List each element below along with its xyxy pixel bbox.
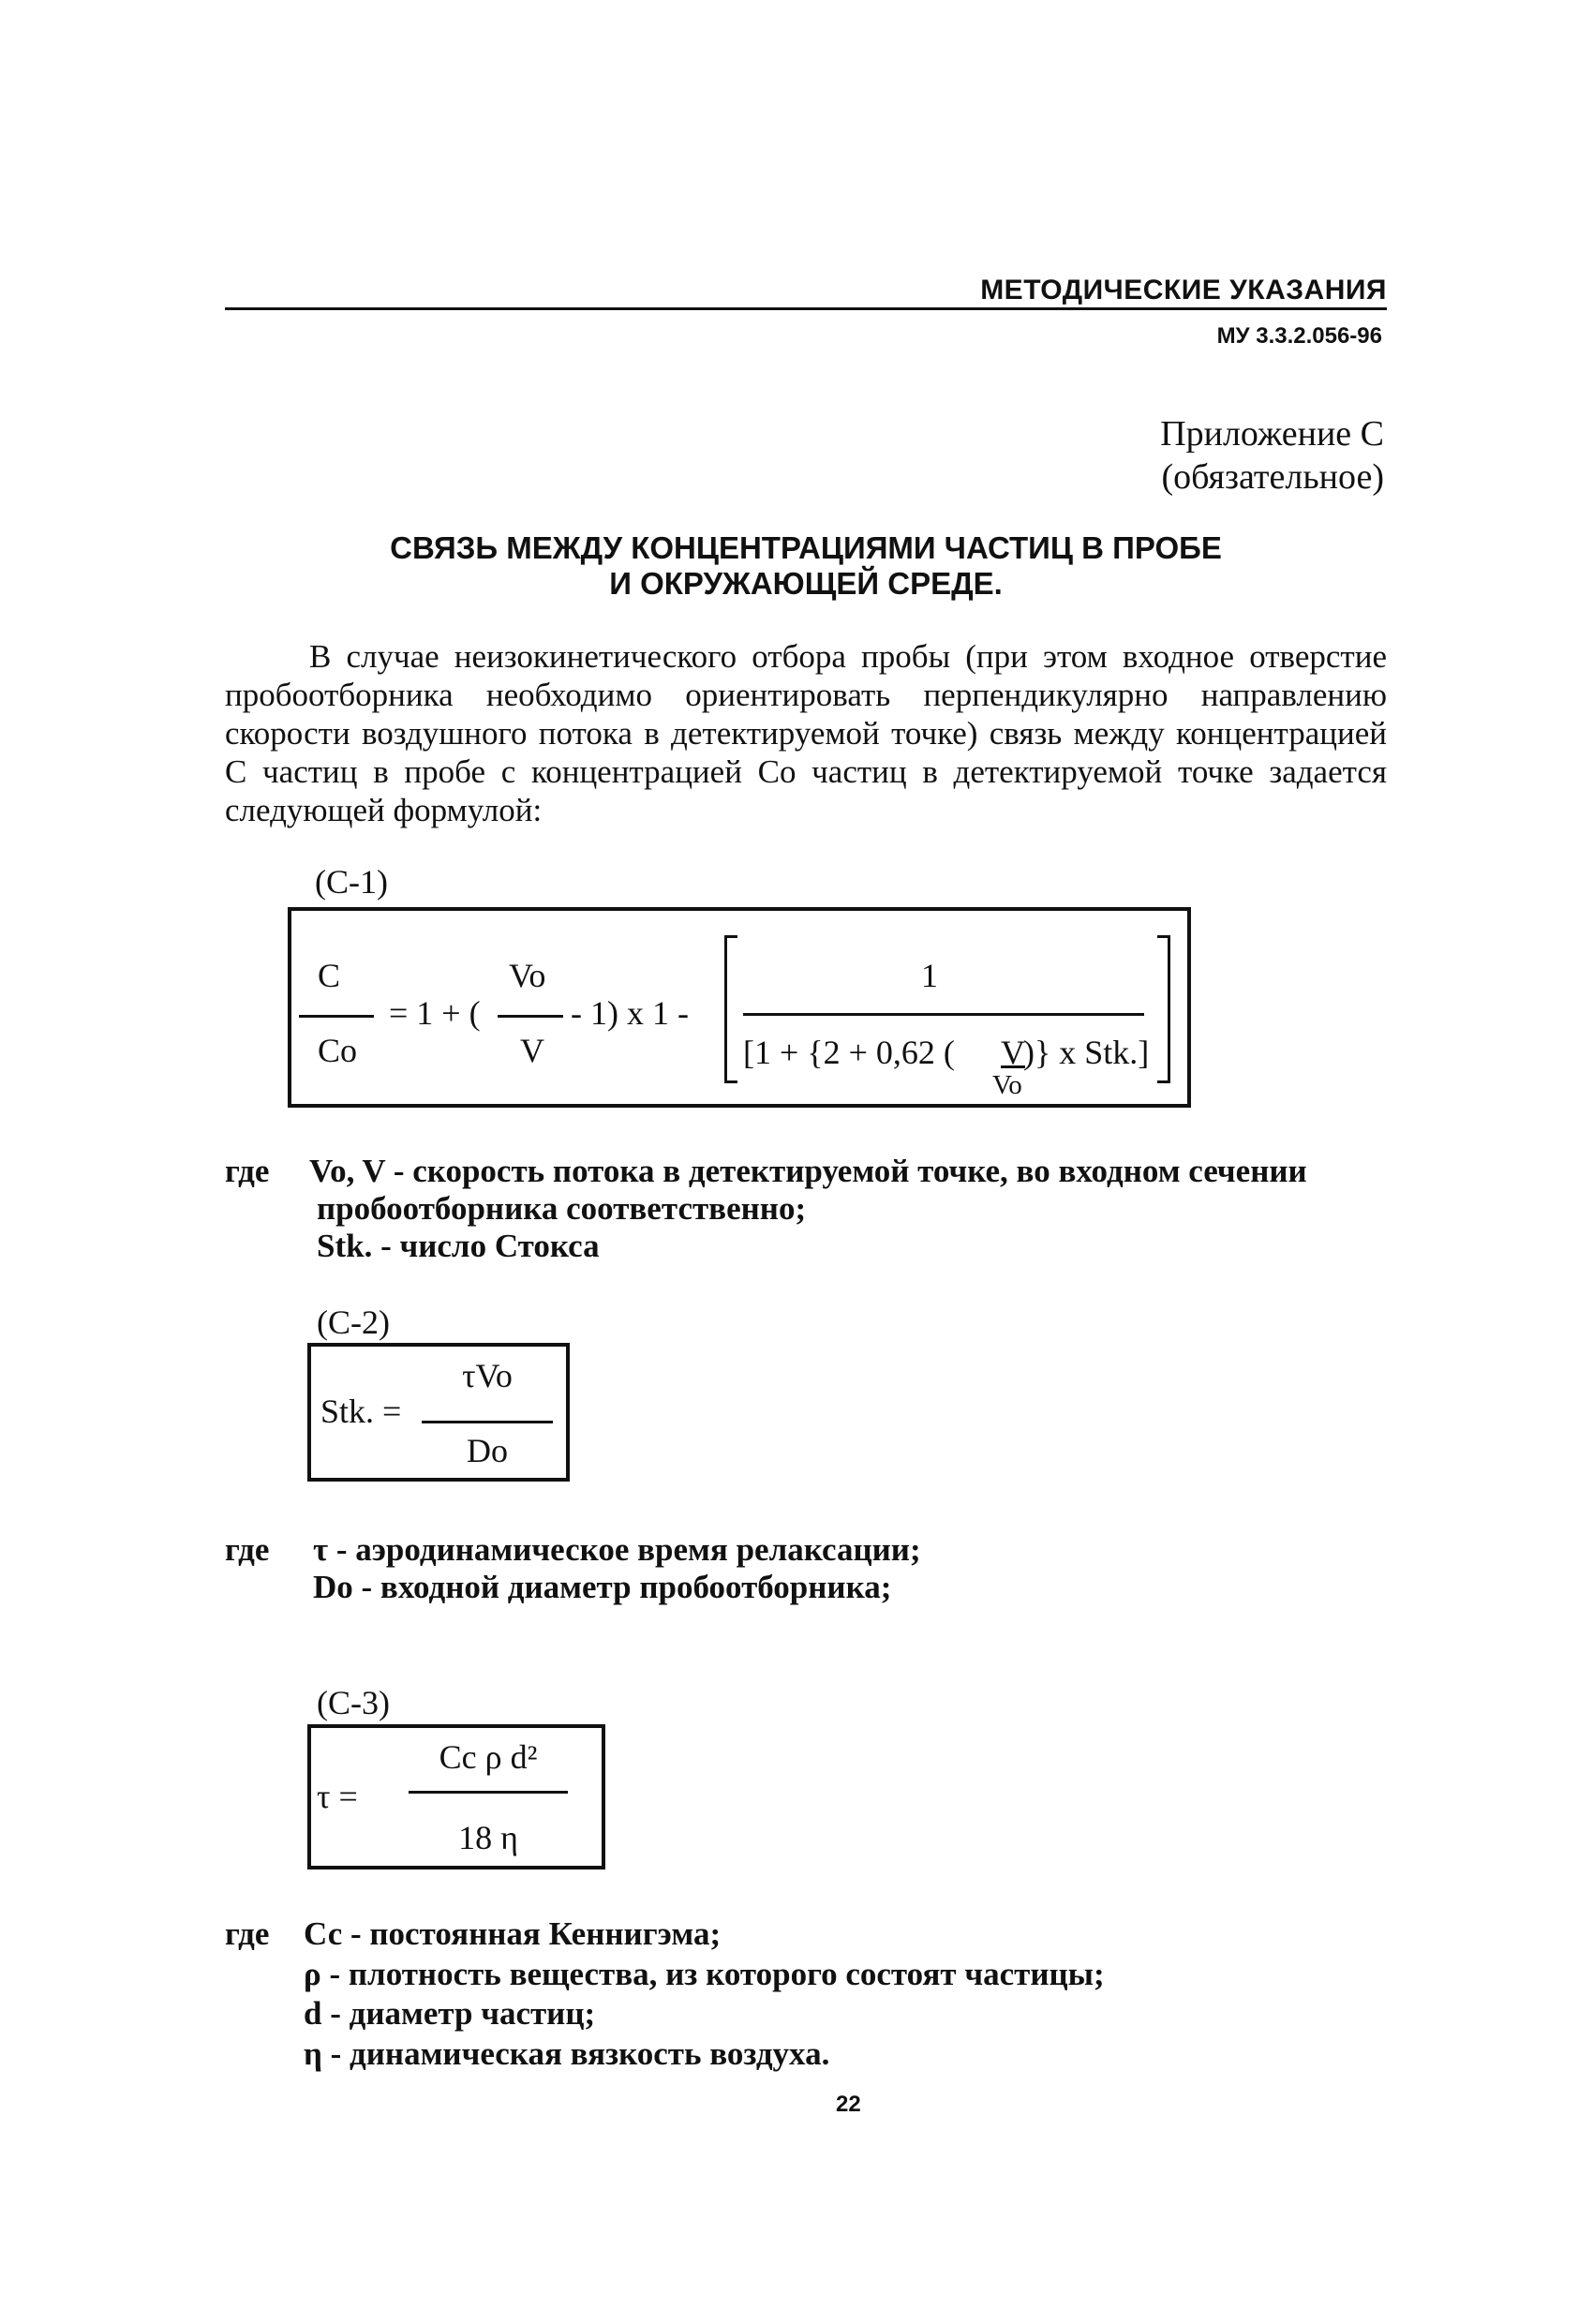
formula-3-label: (С-3) <box>317 1684 390 1721</box>
formula-2-label: (С-2) <box>317 1304 390 1341</box>
legend-1-line-1: Vo, V - скорость потока в детектируемой точке, во входном сечении <box>309 1153 1307 1189</box>
f1-bracket-right-top <box>1157 935 1170 938</box>
f1-frac-bar <box>498 1015 563 1018</box>
legend-3-where: где <box>225 1915 270 1952</box>
formula-2-box <box>307 1343 570 1482</box>
legend-1-line-2: пробоотборника соответственно; <box>317 1190 807 1227</box>
f1-frac-numerator: Vo <box>509 957 546 994</box>
legend-2-line-1: τ - аэродинамическое время релаксации; <box>313 1531 921 1568</box>
f1-frac-denominator: V <box>520 1032 544 1069</box>
heading-line-2: И ОКРУЖАЮЩЕЙ СРЕДЕ. <box>609 566 1003 601</box>
f1-big-denominator-part-a: [1 + {2 + 0,62 ( <box>743 1034 955 1071</box>
formula-1-label: (С-1) <box>315 863 388 901</box>
formula-3-box <box>307 1724 605 1870</box>
f1-bracket-left <box>724 935 727 1083</box>
heading-line-1: СВЯЗЬ МЕЖДУ КОНЦЕНТРАЦИЯМИ ЧАСТИЦ В ПРОБЕ <box>390 530 1222 565</box>
legend-3-line-1: Сс - постоянная Кеннигэма; <box>304 1915 722 1952</box>
f1-inner-numerator: V <box>1001 1034 1025 1071</box>
f1-lhs-numerator: С <box>318 957 341 994</box>
f3-numerator: Cc ρ d² <box>439 1738 538 1776</box>
f1-lhs-denominator: Со <box>318 1032 358 1069</box>
page-number: 22 <box>836 2092 861 2117</box>
legend-3-line-4: η - динамическая вязкость воздуха. <box>304 2035 830 2072</box>
f1-bracket-right <box>1168 935 1170 1083</box>
f1-inner-denominator: Vo <box>992 1070 1022 1100</box>
header-rule <box>225 307 1387 310</box>
f1-lhs-fraction-bar <box>299 1015 374 1018</box>
document-series-title: МЕТОДИЧЕСКИЕ УКАЗАНИЯ <box>980 275 1387 305</box>
appendix-label <box>1160 412 1384 499</box>
document-code: МУ 3.3.2.056-96 <box>1216 323 1382 349</box>
legend-1-where: где <box>225 1153 270 1189</box>
legend-1-line-3: Stk. - число Стокса <box>317 1228 600 1264</box>
legend-2-where: где <box>225 1531 270 1568</box>
section-heading <box>225 530 1387 602</box>
f1-big-denominator-part-b: )} x Stk.] <box>1023 1034 1150 1071</box>
legend-3-line-3: d - диаметр частиц; <box>304 1995 596 2032</box>
appendix-status: (обязательное) <box>1161 457 1384 497</box>
f1-bracket-right-bottom <box>1157 1080 1170 1083</box>
f3-fraction-bar <box>409 1791 568 1794</box>
f3-lhs: τ = <box>317 1778 358 1815</box>
f2-denominator: Do <box>467 1432 508 1469</box>
f1-big-fraction-bar <box>743 1013 1144 1016</box>
f3-denominator: 18 η <box>458 1819 518 1856</box>
appendix-number: Приложение С <box>1160 414 1384 454</box>
intro-paragraph: В случае неизокинетического отбора пробы (при этом входное отверстие пробоотборника необходимо ориентировать перпендикулярно направлению скорости воздушного потока в детектируемой точке) связь между концентрацией С частиц в пробе с концентрацией Со частиц в детектируемой точке задается следующей формулой: <box>225 638 1387 828</box>
f1-big-numerator: 1 <box>921 957 938 994</box>
f1-equals-one: = 1 + ( <box>389 994 481 1032</box>
f1-bracket-left-top <box>724 935 737 938</box>
f2-fraction-bar <box>422 1421 553 1423</box>
f1-bracket-left-bottom <box>724 1080 737 1083</box>
legend-2-line-2: Do - входной диаметр пробоотборника; <box>313 1569 892 1605</box>
f1-minus-one-times: - 1) x 1 - <box>571 994 689 1032</box>
legend-3-line-2: ρ - плотность вещества, из которого состоят частицы; <box>304 1956 1105 1992</box>
f2-numerator: τVo <box>462 1357 513 1394</box>
f2-lhs: Stk. = <box>320 1393 402 1430</box>
formula-1-box <box>288 907 1191 1108</box>
